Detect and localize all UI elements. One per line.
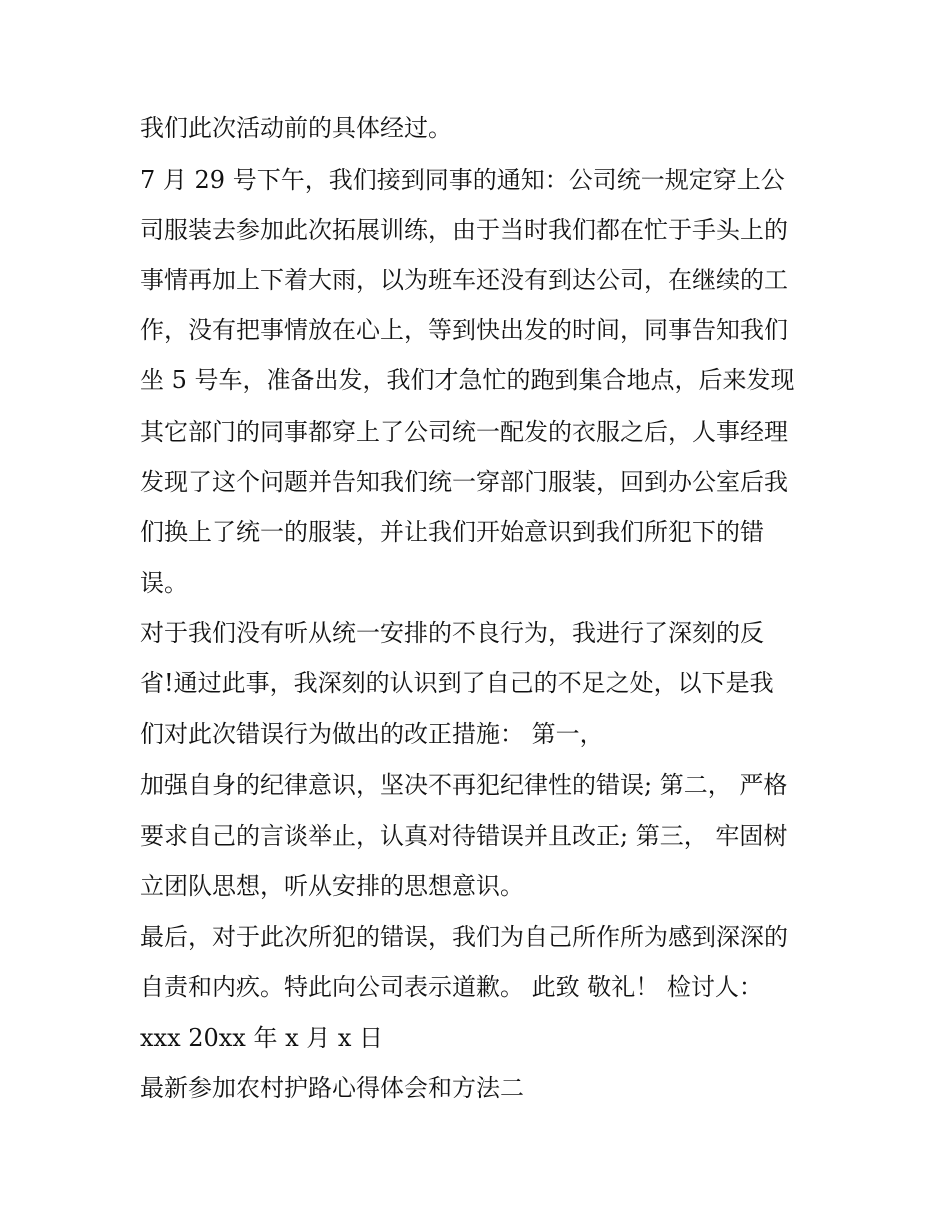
text-line: 坐 5 号车，准备出发，我们才急忙的跑到集合地点，后来发现: [140, 366, 795, 394]
text-line: 们换上了统一的服装，并让我们开始意识到我们所犯下的错: [140, 518, 764, 546]
text-line: 立团队思想，听从安排的思想意识。: [140, 872, 524, 900]
text-line: 司服装去参加此次拓展训练，由于当时我们都在忙于手头上的: [140, 216, 788, 244]
text-line: 自责和内疚。特此向公司表示道歉。 此致 敬礼！ 检讨人：: [140, 973, 763, 1001]
text-line: 对于我们没有听从统一安排的不良行为，我进行了深刻的反: [140, 619, 764, 647]
text-line: 加强自身的纪律意识，坚决不再犯纪律性的错误; 第二， 严格: [140, 771, 788, 799]
text-line: 最后，对于此次所犯的错误，我们为自己所作所为感到深深的: [140, 923, 788, 951]
text-line: 作，没有把事情放在心上，等到快出发的时间，同事告知我们: [140, 316, 788, 344]
text-line: 事情再加上下着大雨，以为班车还没有到达公司，在继续的工: [140, 266, 788, 294]
text-line: 们对此次错误行为做出的改正措施： 第一，: [140, 720, 604, 748]
section-heading: 最新参加农村护路心得体会和方法二: [140, 1074, 524, 1102]
text-line: 误。: [140, 569, 188, 597]
text-line: 我们此次活动前的具体经过。: [140, 114, 452, 142]
text-line: xxx 20xx 年 x 月 x 日: [140, 1024, 384, 1052]
text-line: 要求自己的言谈举止，认真对待错误并且改正; 第三， 牢固树: [140, 822, 788, 850]
text-line: 省!通过此事，我深刻的认识到了自己的不足之处，以下是我: [140, 669, 774, 697]
text-line: 发现了这个问题并告知我们统一穿部门服装，回到办公室后我: [140, 468, 788, 496]
text-line: 7 月 29 号下午，我们接到同事的通知：公司统一规定穿上公: [140, 166, 785, 194]
text-line: 其它部门的同事都穿上了公司统一配发的衣服之后，人事经理: [140, 418, 788, 446]
